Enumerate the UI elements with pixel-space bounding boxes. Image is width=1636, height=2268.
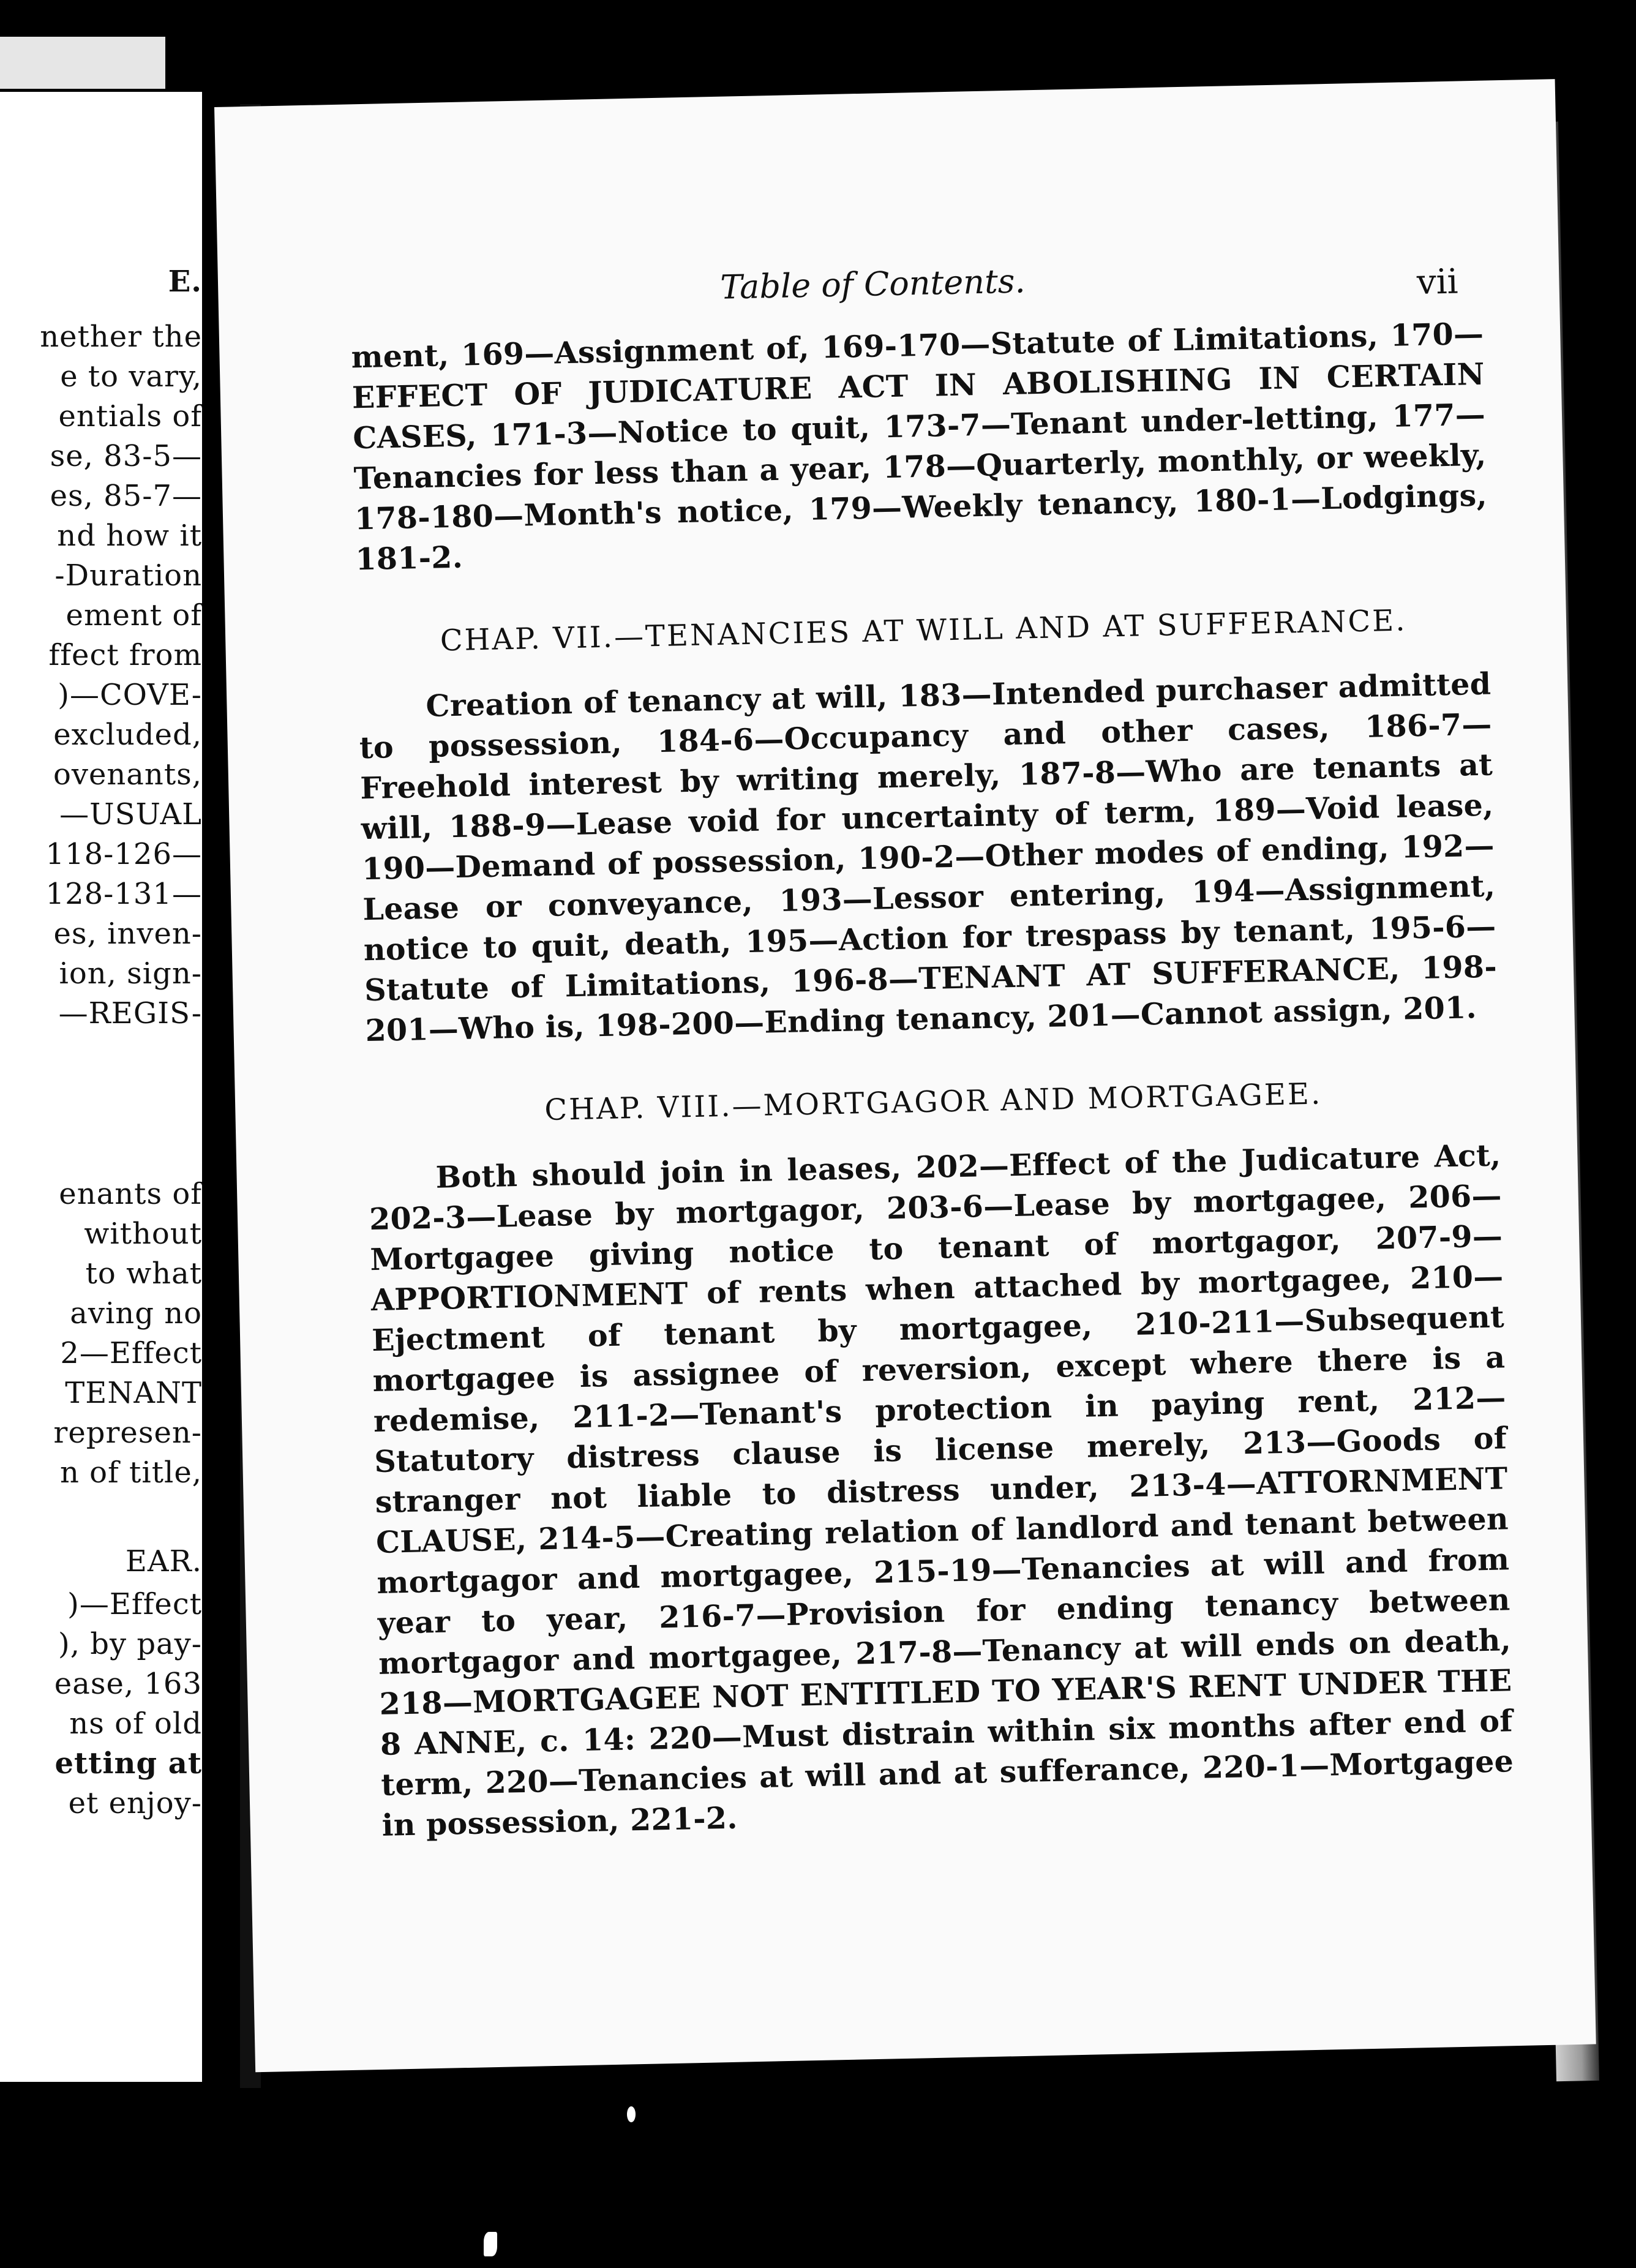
left-page-line: nether the bbox=[40, 320, 202, 354]
left-page-line: e to vary, bbox=[60, 359, 202, 394]
left-page-line: excluded, bbox=[53, 718, 202, 752]
left-page-line: 118-126— bbox=[45, 837, 202, 871]
page-number: vii bbox=[1416, 261, 1459, 302]
left-page-line: etting at bbox=[54, 1746, 202, 1781]
left-page-line: ement of bbox=[66, 598, 202, 633]
left-page-line: et enjoy- bbox=[68, 1786, 202, 1820]
left-page-line: aving no bbox=[70, 1296, 202, 1331]
left-page-line: without bbox=[84, 1217, 202, 1251]
scan-speck bbox=[484, 2232, 497, 2256]
left-page-line: —USUAL bbox=[59, 797, 202, 832]
left-page-line: )—COVE- bbox=[58, 678, 202, 712]
left-page-line: -Duration bbox=[54, 558, 202, 593]
left-page-line: ease, 163 bbox=[54, 1667, 202, 1701]
left-page-line: 128-131— bbox=[45, 877, 202, 911]
page-header bbox=[218, 250, 1559, 321]
left-page-line: ovenants, bbox=[53, 757, 202, 792]
left-page-line: enants of bbox=[59, 1177, 202, 1211]
chapter-8-body: Both should join in leases, 202—Effect of the Judicature Act, 202-3—Lease by mortgagor, 203-6—Lease by mortgagee, 206—Mortgagee giving notice to tenant of mortgagor, 207-9—APPORTIONMENT of rents when attached by mortgagee, 210—Ejectment of tenant by mortgagee, 210-211—Subsequent mortgagee is assignee of reversion, except where there is a redemise, 211-2—Tenant's protection in paying rent, 212—Statutory distress clause is license merely, 213—Goods of stranger not liable to distress under, 213-4—ATTORNMENT CLAUSE, 214-5—Creating relation of landlord and tenant between mortgagor and mortgagee, 215-19—Tenancies at will and from year to year, 216-7—Provision for ending tenancy between mortgagor and mortgagee, 217-8—Tenancy at will ends on death, 218—MORTGAGEE NOT ENTITLED TO YEAR'S RENT UNDER THE 8 ANNE, c. 14: 220—Must distrain within six months after end of term, 220—Tenancies at will and at sufferance, 220-1—Mortgagee in possession, 221-2. bbox=[369, 1137, 1514, 1843]
left-page-line: ), by pay- bbox=[58, 1627, 202, 1661]
left-page-line: ion, sign- bbox=[59, 956, 202, 991]
right-page bbox=[214, 79, 1596, 2072]
left-page-line: )—Effect bbox=[67, 1587, 202, 1621]
chapter-8-heading: CHAP. VIII.—MORTGAGOR AND MORTGAGEE. bbox=[544, 1076, 1323, 1128]
left-page-line: es, 85-7— bbox=[50, 479, 202, 513]
chapter-7-heading: CHAP. VII.—TENANCIES AT WILL AND AT SUFFERANCE. bbox=[440, 603, 1408, 658]
scan-speck bbox=[627, 2106, 636, 2122]
left-page-line: represen- bbox=[53, 1416, 202, 1450]
left-page-line: ns of old bbox=[69, 1707, 202, 1741]
running-title: Table of Contents. bbox=[719, 261, 1026, 307]
left-page-line: EAR. bbox=[125, 1544, 202, 1579]
left-page-top-edge bbox=[0, 37, 165, 89]
left-page-line: E. bbox=[168, 265, 202, 299]
chapter-7-body: Creation of tenancy at will, 183—Intended purchaser admitted to possession, 184-6—Occupancy and other cases, 186-7—Freehold interest by writing merely, 187-8—Who are tenants at will, 188-9—Lease void for uncertainty of term, 189—Void lease, 190—Demand of possession, 190-2—Other modes of ending, 192—Lease or conveyance, 193—Lessor entering, 194—Assignment, notice to quit, death, 195—Action for trespass by tenant, 195-6—Statute of Limitations, 196-8—TENANT AT SUFFERANCE, 198-201—Who is, 198-200—Ending tenancy, 201—Cannot assign, 201. bbox=[359, 666, 1498, 1049]
continuation-paragraph: ment, 169—Assignment of, 169-170—Statute of Limitations, 170—EFFECT OF JUDICATURE ACT IN ABOLISHING IN CERTAIN CASES, 171-3—Notice to quit, 173-7—Tenant under-letting, 177—Tenancies for less than a year, 178—Quarterly, monthly, or weekly, 178-180—Month's notice, 179—Weekly tenancy, 180-1—Lodgings, 181-2. bbox=[350, 315, 1488, 577]
left-page-line: —REGIS- bbox=[58, 996, 202, 1031]
left-page-line: 2—Effect bbox=[60, 1336, 202, 1370]
left-page-line: entials of bbox=[58, 399, 202, 434]
left-page-line: nd how it bbox=[57, 519, 202, 553]
left-page bbox=[0, 92, 202, 2082]
left-page-line: n of title, bbox=[59, 1455, 202, 1490]
left-page-line: ffect from bbox=[48, 638, 202, 672]
left-page-line: se, 83-5— bbox=[50, 439, 202, 473]
left-page-line: to what bbox=[85, 1256, 202, 1291]
left-page-line: TENANT bbox=[65, 1376, 202, 1410]
left-page-line: es, inven- bbox=[53, 917, 202, 951]
toc-content bbox=[351, 314, 1515, 1846]
